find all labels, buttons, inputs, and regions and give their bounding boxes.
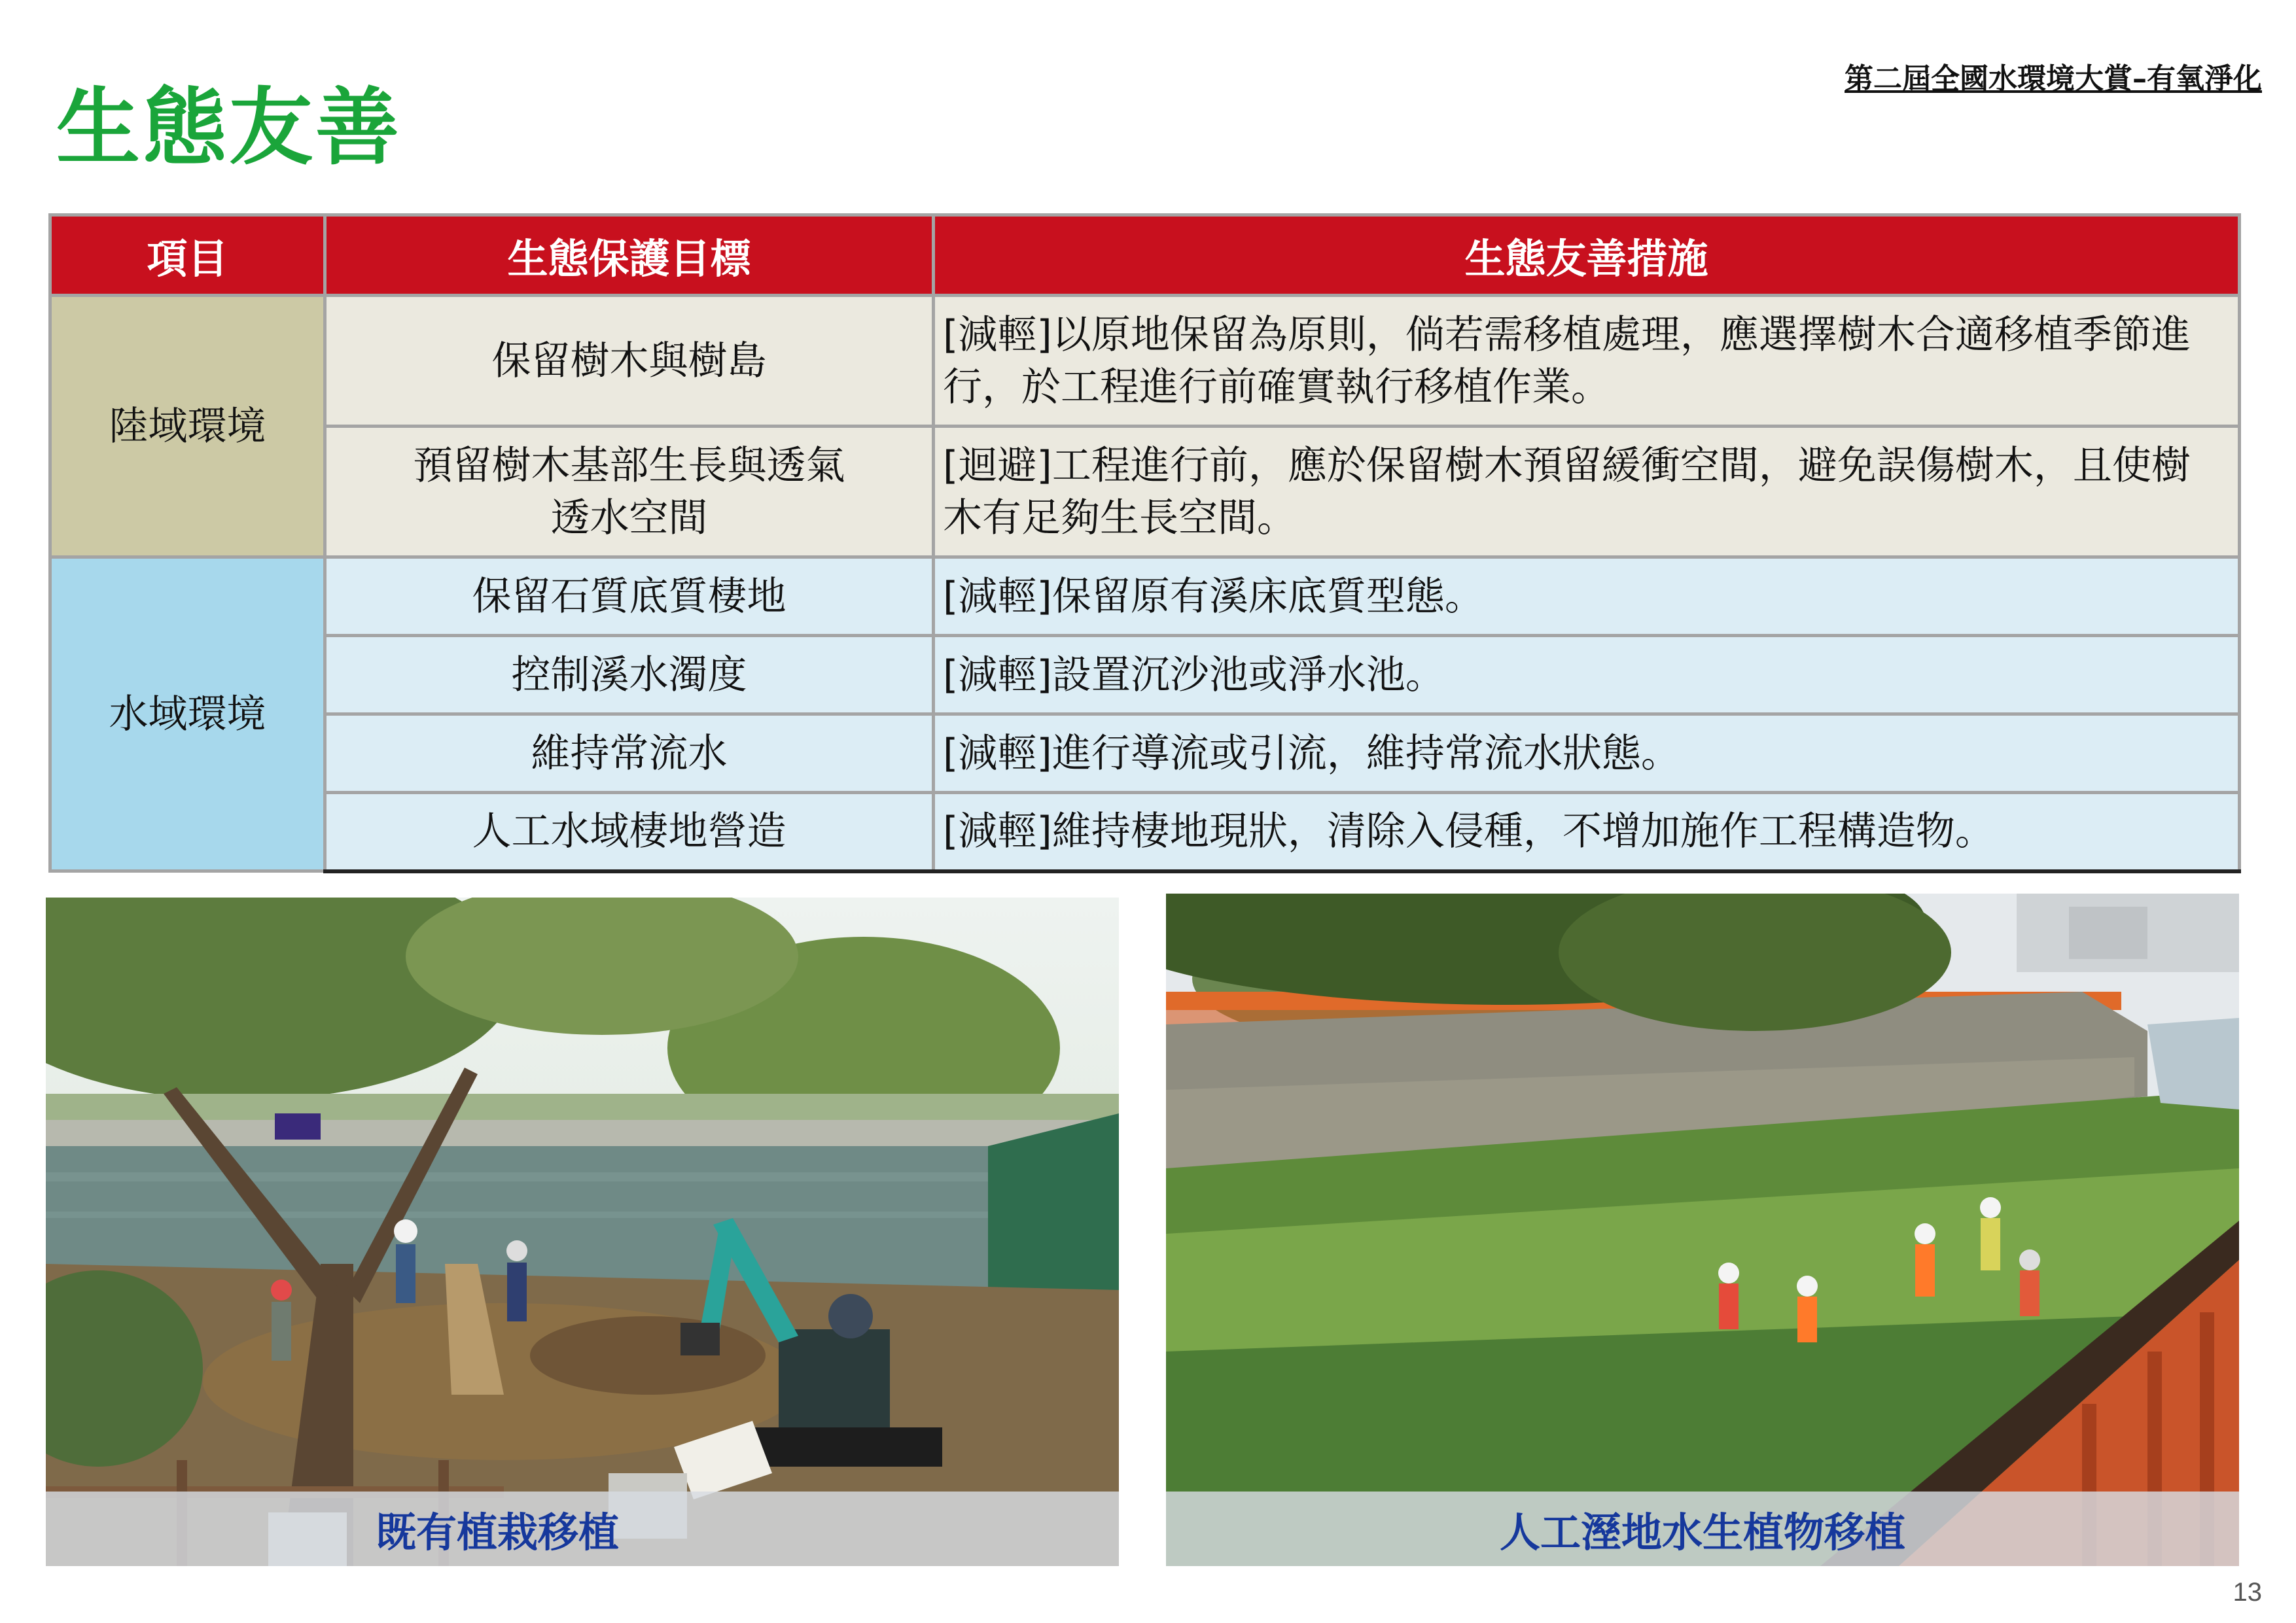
page-title: 生態友善: [56, 79, 402, 177]
measure-cell: [迴避]工程進行前，應於保留樹木預留緩衝空間，避免誤傷樹木，且使樹木有足夠生長空間。: [934, 427, 2240, 557]
measure-cell: [減輕]以原地保留為原則，倘若需移植處理，應選擇樹木合適移植季節進行，於工程進行前確實執行移植作業。: [934, 296, 2240, 427]
measure-cell: [減輕]保留原有溪床底質型態。: [934, 557, 2240, 636]
table-row: [50, 557, 2240, 636]
eco-table: [48, 213, 2241, 873]
header-goal: 生態保護目標: [325, 215, 934, 296]
tree-transplant-illustration: [46, 898, 1119, 1566]
table-row: [50, 636, 2240, 714]
goal-cell: 人工水域棲地營造: [325, 793, 934, 871]
category-water: 水域環境: [50, 557, 325, 871]
header-measure: 生態友善措施: [934, 215, 2240, 296]
table-row: [50, 296, 2240, 427]
wetland-illustration: [1166, 894, 2239, 1566]
table-header-row: [50, 215, 2240, 296]
goal-cell: 預留樹木基部生長與透氣透水空間: [325, 427, 934, 557]
photo-caption: 人工溼地水生植物移植: [1499, 1508, 1905, 1556]
page-number: 13: [2233, 1578, 2262, 1607]
measure-cell: [減輕]設置沉沙池或淨水池。: [934, 636, 2240, 714]
goal-cell: 保留石質底質棲地: [325, 557, 934, 636]
goal-cell: 保留樹木與樹島: [325, 296, 934, 427]
measure-cell: [減輕]維持棲地現狀，清除入侵種，不增加施作工程構造物。: [934, 793, 2240, 871]
photo-tree-transplant: [46, 898, 1119, 1566]
header-item: 項目: [50, 215, 325, 296]
photo-wetland-planting: [1166, 894, 2239, 1566]
category-land: 陸域環境: [50, 296, 325, 557]
table-row: [50, 714, 2240, 793]
photo-caption-bar: [1166, 1492, 2239, 1566]
photo-caption-bar: [46, 1492, 1119, 1566]
table-row: [50, 427, 2240, 557]
photo-caption: 既有植栽移植: [375, 1508, 619, 1556]
header-tag: 第二屆全國水環境大賞–有氧淨化: [1845, 62, 2262, 96]
goal-cell: 維持常流水: [325, 714, 934, 793]
table-row: [50, 793, 2240, 871]
measure-cell: [減輕]進行導流或引流，維持常流水狀態。: [934, 714, 2240, 793]
goal-cell: 控制溪水濁度: [325, 636, 934, 714]
